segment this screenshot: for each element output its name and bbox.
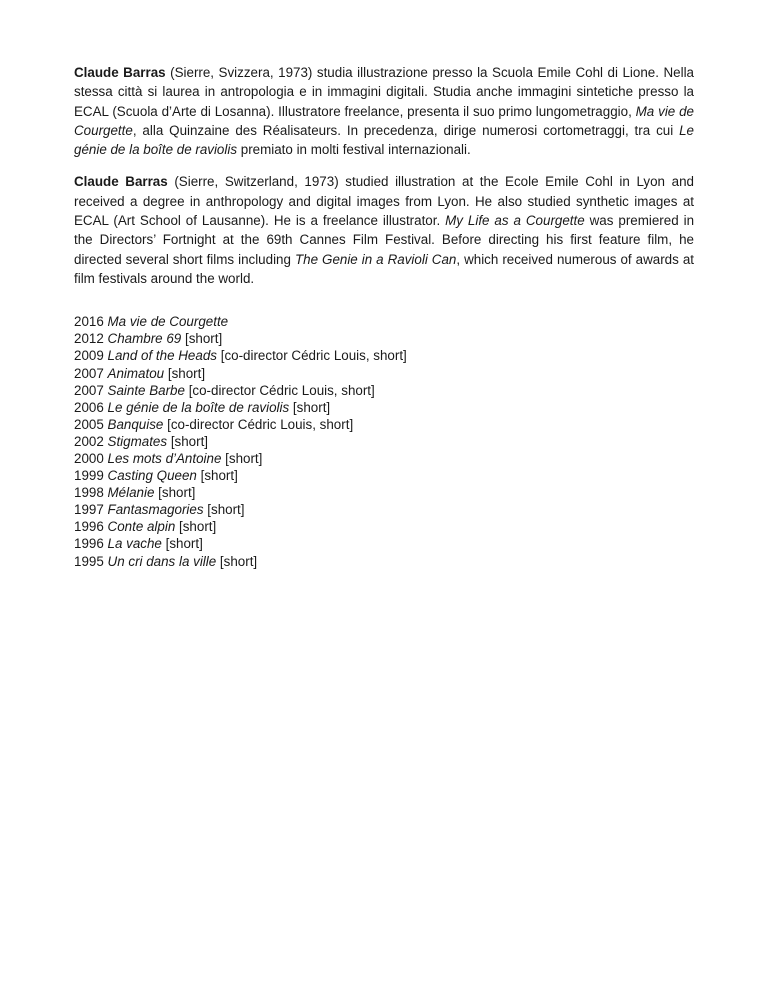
filmography-item xyxy=(74,347,694,364)
filmography-item xyxy=(74,382,694,399)
film-year: 1999 xyxy=(74,468,104,484)
filmography-item xyxy=(74,535,694,552)
film-year: 1998 xyxy=(74,485,104,501)
film-title: Land of the Heads xyxy=(107,348,217,364)
film-year: 2009 xyxy=(74,348,104,364)
film-title: Banquise xyxy=(107,416,164,432)
filmography-item xyxy=(74,450,694,467)
bio-text: premiato in molti festival internazionali. xyxy=(237,142,471,158)
italic-title: Le génie de la boîte de raviolis xyxy=(74,122,694,158)
film-year: 2002 xyxy=(74,433,104,449)
italic-title: The Genie in a Ravioli Can xyxy=(294,251,457,267)
film-note: [co-director Cédric Louis, short] xyxy=(188,382,375,398)
film-year: 1996 xyxy=(74,519,104,535)
film-note: [short] xyxy=(158,485,196,501)
bio-text: , alla Quinzaine des Réalisateurs. In precedenza, dirige numerosi cortometraggi, tra cui xyxy=(132,122,680,138)
bio-italian-name: Claude Barras xyxy=(74,65,166,80)
filmography-item xyxy=(74,467,694,484)
filmography-item xyxy=(74,399,694,416)
film-note: [short] xyxy=(207,502,245,518)
film-note: [co-director Cédric Louis, short] xyxy=(167,416,354,432)
filmography-item xyxy=(74,365,694,382)
film-note: [co-director Cédric Louis, short] xyxy=(220,348,407,364)
film-year: 2006 xyxy=(74,399,104,415)
film-title: Fantasmagories xyxy=(107,502,204,518)
film-title: Mélanie xyxy=(107,485,155,501)
film-title: Sainte Barbe xyxy=(107,382,185,398)
bio-english xyxy=(74,172,694,288)
bio-text: (Sierre, Switzerland, 1973) studied illustration at the Ecole Emile Cohl in Lyon and received a degree in anthropology and digital images from Lyon. He also studied synthetic images at ECAL (Art School of Lausanne). He is a freelance illustrator. xyxy=(74,174,694,229)
bio-italian xyxy=(74,63,694,159)
film-title: La vache xyxy=(107,536,162,552)
film-note: [short] xyxy=(219,553,258,569)
film-year: 2007 xyxy=(74,382,104,398)
filmography-list xyxy=(74,313,694,569)
filmography-item xyxy=(74,553,694,570)
bio-text: (Sierre, Svizzera, 1973) studia illustrazione presso la Scuola Emile Cohl di Lione. Nella stessa città si laurea in antropologia e in immagini digitali. Studia anche immagini sintetiche presso la ECAL (Scuola d’Arte di Losanna). Illustratore freelance, presenta il suo primo lungometraggio, xyxy=(74,65,694,119)
film-title: Animatou xyxy=(107,365,165,381)
film-year: 2016 xyxy=(74,314,104,330)
filmography-item xyxy=(74,416,694,433)
film-title: Les mots d’Antoine xyxy=(107,451,222,467)
film-title: Casting Queen xyxy=(107,468,197,484)
film-year: 1997 xyxy=(74,502,104,518)
film-year: 1996 xyxy=(74,536,104,552)
document-page xyxy=(74,63,694,570)
filmography-item xyxy=(74,501,694,518)
film-note: [short] xyxy=(167,365,206,381)
film-year: 2000 xyxy=(74,451,104,467)
bio-text: was premiered in the Directors’ Fortnight at the 69th Cannes Film Festival. Before directing his first feature film, he directed several short films including xyxy=(74,213,695,267)
bio-english-body xyxy=(74,174,694,285)
bio-italian-body xyxy=(74,65,694,157)
film-title: Le génie de la boîte de raviolis xyxy=(107,399,290,415)
film-title: Conte alpin xyxy=(107,519,176,535)
film-note: [short] xyxy=(225,451,263,467)
bio-text: , which received numerous of awards at film festivals around the world. xyxy=(74,251,694,286)
film-note: [short] xyxy=(292,399,331,415)
film-note: [short] xyxy=(200,468,238,484)
film-year: 2007 xyxy=(74,365,104,381)
filmography-item xyxy=(74,518,694,535)
film-note: [short] xyxy=(179,519,217,535)
film-note: [short] xyxy=(165,536,203,552)
film-title: Chambre 69 xyxy=(107,331,182,347)
film-note: [short] xyxy=(184,331,223,347)
film-year: 1995 xyxy=(74,553,104,569)
film-title: Un cri dans la ville xyxy=(107,553,217,569)
filmography-item xyxy=(74,433,694,450)
film-year: 2005 xyxy=(74,416,104,432)
bio-english-name: Claude Barras xyxy=(74,174,168,190)
filmography-item xyxy=(74,484,694,501)
italic-title: Ma vie de Courgette xyxy=(74,103,694,138)
filmography-item xyxy=(74,330,694,347)
italic-title: My Life as a Courgette xyxy=(445,213,585,229)
film-title: Stigmates xyxy=(107,433,168,449)
film-title: Ma vie de Courgette xyxy=(107,314,229,330)
film-year: 2012 xyxy=(74,331,104,347)
filmography-item xyxy=(74,313,694,330)
film-note: [short] xyxy=(170,433,209,449)
